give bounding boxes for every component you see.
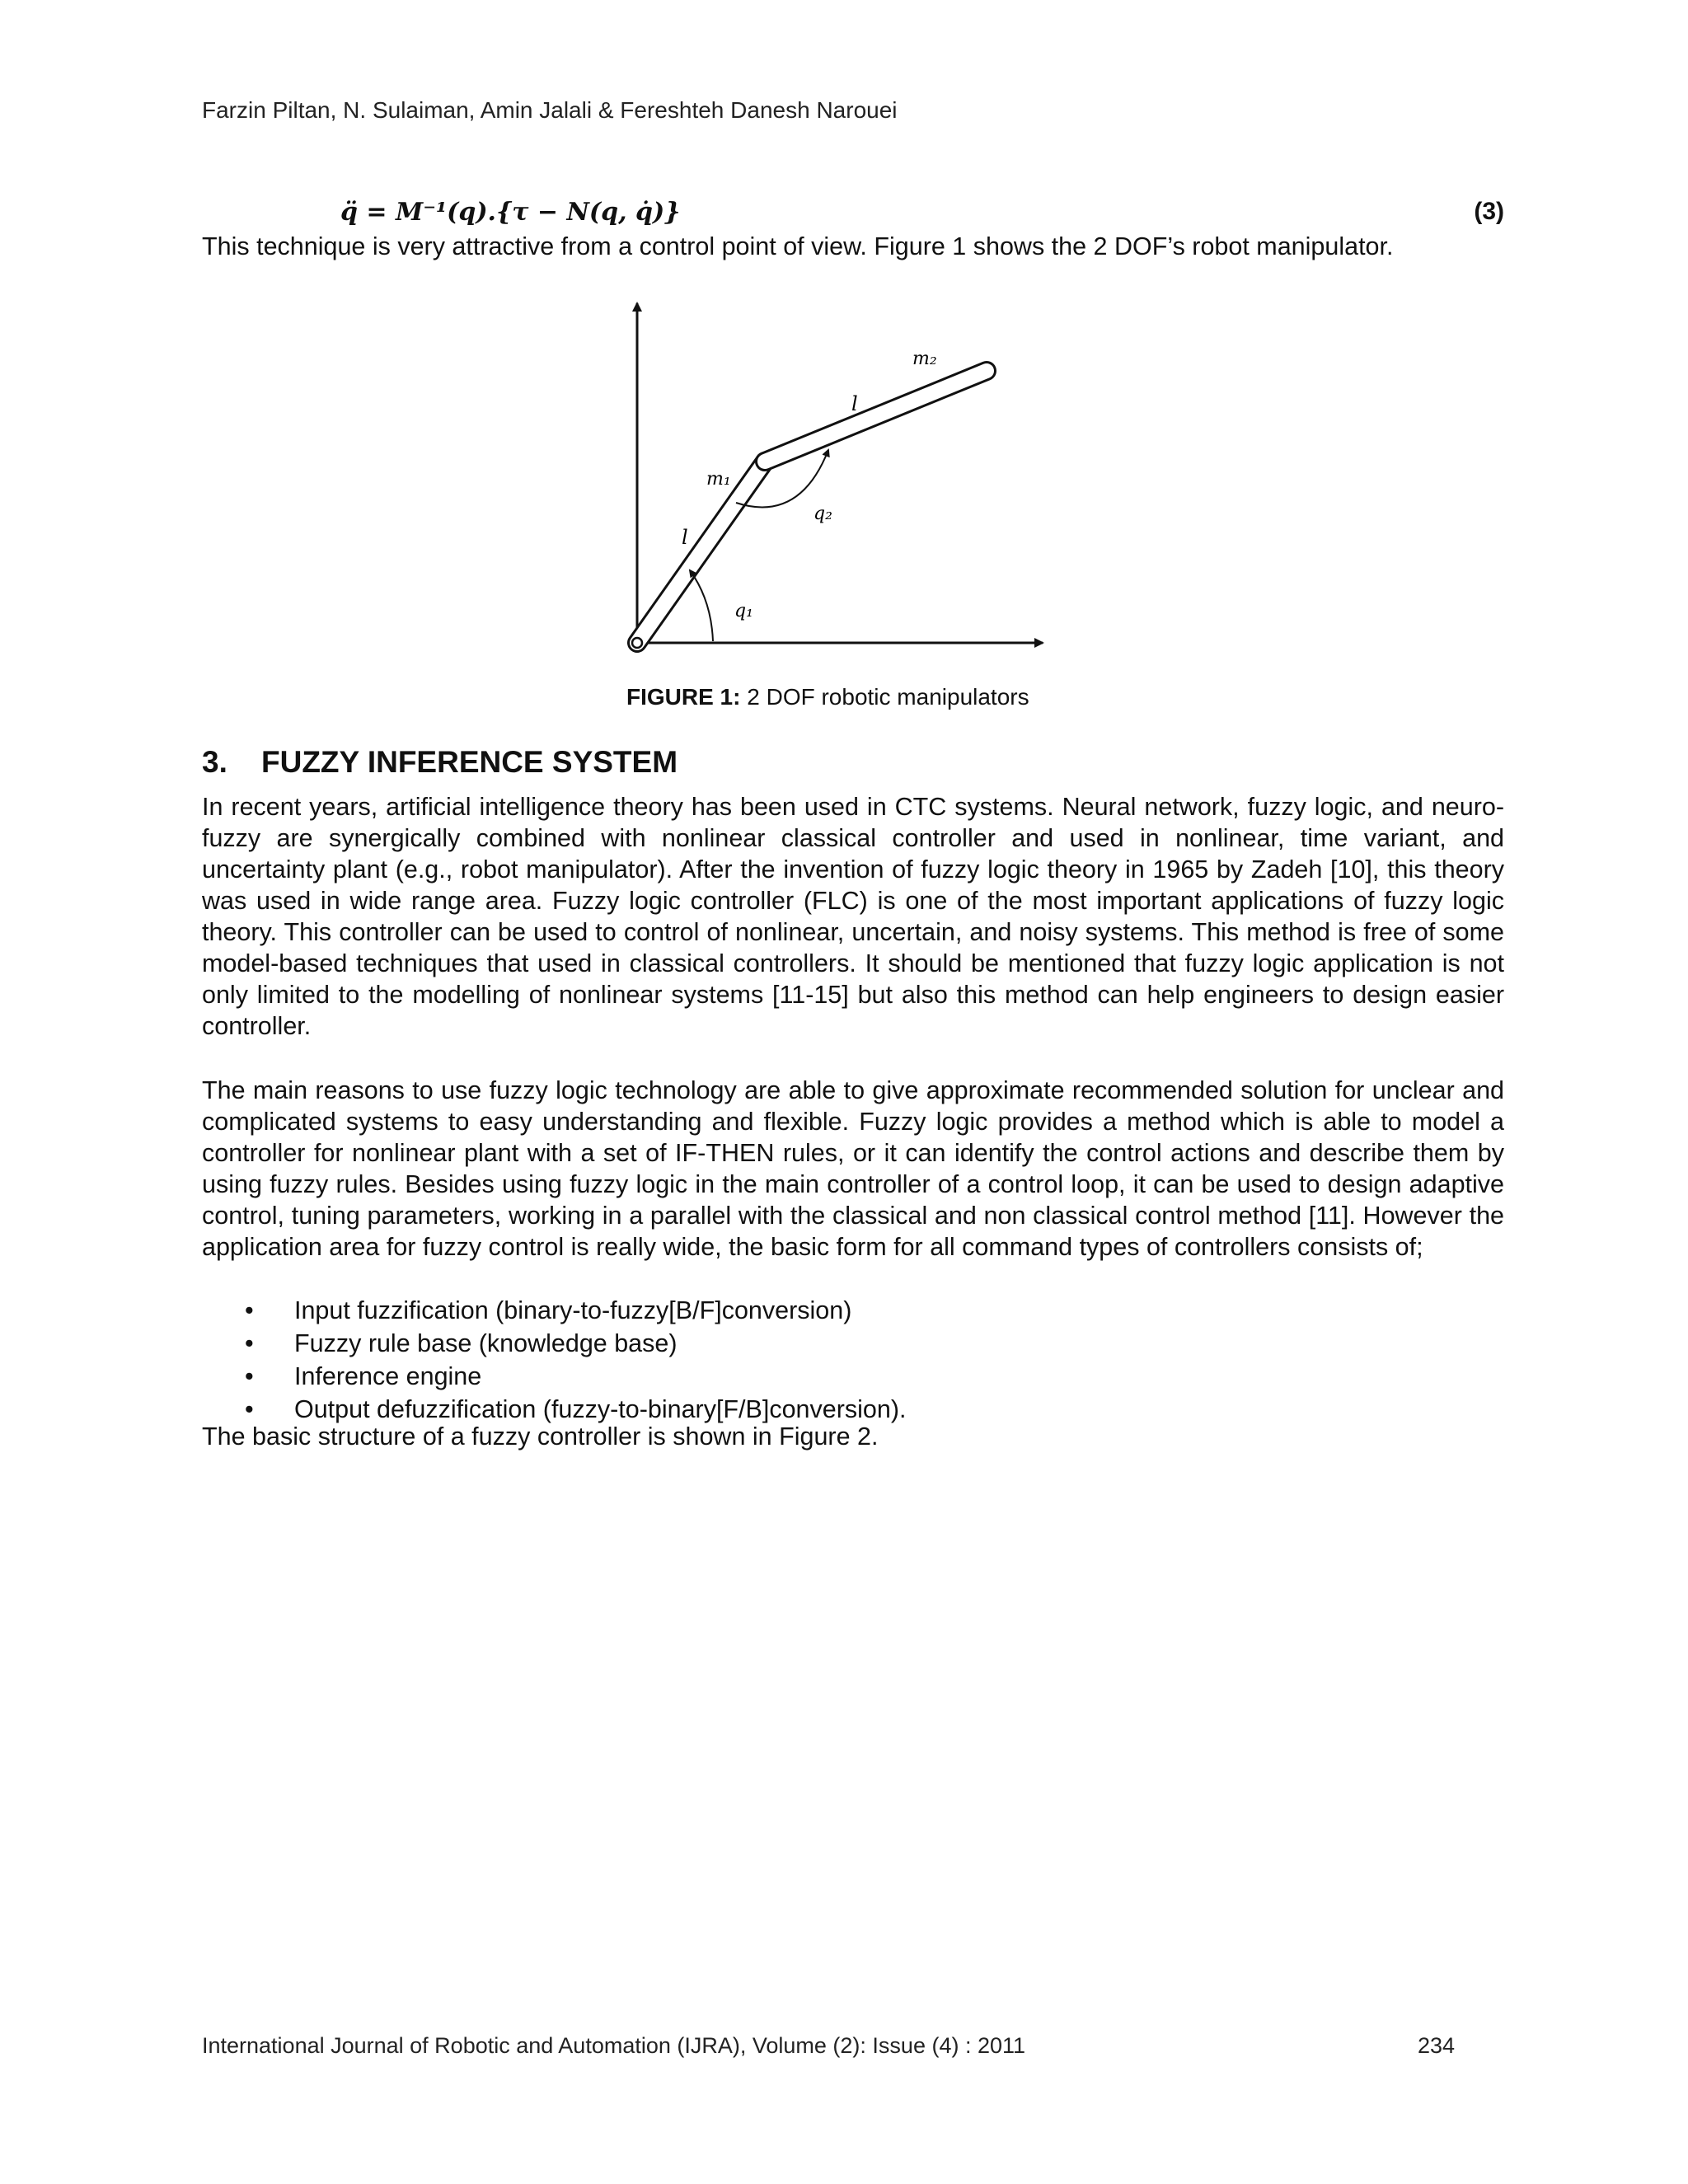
paragraph-1: In recent years, artificial intelligence theory has been used in CTC systems. Neural network, fuzzy logic, and neuro-fuzzy are synergically combined with nonlinear classical controller and used in nonlinear, time variant, and uncertainty plant (e.g., robot manipulator). After the invention of fuzzy logic theory in 1965 by Zadeh [10], this theory was used in wide range area. Fuzzy logic controller (FLC) is one of the most important applications of fuzzy logic theory. This controller can be used to control of nonlinear, uncertain, and noisy systems. This method is free of some model-based techniques that used in classical controllers. It should be mentioned that fuzzy logic application is not only limited to the modelling of nonlinear systems [11-15] but also this method can help engineers to design easier controller. bbox=[202, 793, 1504, 1040]
section-heading bbox=[202, 745, 678, 780]
q1-angle-arc bbox=[690, 570, 713, 641]
list-item-text: Output defuzzification (fuzzy-to-binary[F/B]conversion). bbox=[294, 1395, 907, 1423]
figure-1-caption bbox=[626, 684, 1029, 710]
base-joint bbox=[632, 638, 642, 648]
footer-journal: International Journal of Robotic and Automation (IJRA), Volume (2): Issue (4) : 2011 bbox=[202, 2033, 1026, 2058]
intro-paragraph: This technique is very attractive from a control point of view. Figure 1 shows the 2 DOF’s robot manipulator. bbox=[202, 232, 1394, 260]
section-title: FUZZY INFERENCE SYSTEM bbox=[261, 745, 678, 779]
closing-paragraph: The basic structure of a fuzzy controller is shown in Figure 2. bbox=[202, 1422, 879, 1451]
controller-components-list bbox=[202, 1294, 1504, 1426]
bullet-icon: • bbox=[245, 1395, 254, 1423]
label-m2: m₂ bbox=[912, 349, 937, 369]
equation-number: (3) bbox=[1474, 198, 1504, 225]
bullet-icon: • bbox=[245, 1329, 254, 1357]
label-m1: m₁ bbox=[706, 469, 731, 490]
paragraph-2: The main reasons to use fuzzy logic technology are able to give approximate recommended solution for unclear and complicated systems to easy understanding and flexible. Fuzzy logic provides a method which is able to model a controller for nonlinear plant with a set of IF-THEN rules, or it can identify the control actions and describe them by using fuzzy rules. Besides using fuzzy logic in the main controller of a control loop, it can be used to design adaptive control, tuning parameters, working in a parallel with the classical and non classical control method [11]. However the application area for fuzzy control is really wide, the basic form for all command types of controllers consists of; bbox=[202, 1076, 1504, 1261]
label-l-upper: l bbox=[851, 392, 858, 415]
figure-caption-text: 2 DOF robotic manipulators bbox=[740, 684, 1029, 710]
list-item bbox=[202, 1360, 1504, 1393]
label-q1: q₁ bbox=[734, 601, 753, 621]
list-item-text: Fuzzy rule base (knowledge base) bbox=[294, 1329, 678, 1357]
label-q2: q₂ bbox=[814, 504, 832, 524]
section-number: 3. bbox=[202, 745, 227, 779]
figure-1-robot-manipulator bbox=[622, 297, 1067, 676]
label-l-lower: l bbox=[682, 526, 688, 549]
equation-formula: q̈ = M⁻¹(q).{τ − N(q, q̇)} bbox=[340, 198, 681, 227]
list-item-text: Input fuzzification (binary-to-fuzzy[B/F]conversion) bbox=[294, 1296, 852, 1324]
list-item bbox=[202, 1327, 1504, 1360]
list-item bbox=[202, 1294, 1504, 1327]
bullet-icon: • bbox=[245, 1296, 254, 1324]
figure-caption-label: FIGURE 1: bbox=[626, 684, 741, 710]
running-head-authors: Farzin Piltan, N. Sulaiman, Amin Jalali & Fereshteh Danesh Narouei bbox=[202, 97, 898, 123]
robot-manipulator-diagram bbox=[622, 297, 1067, 676]
bullet-icon: • bbox=[245, 1362, 254, 1390]
link-2-fill bbox=[765, 371, 987, 462]
page-number: 234 bbox=[1418, 2033, 1456, 2058]
list-item-text: Inference engine bbox=[294, 1362, 482, 1390]
